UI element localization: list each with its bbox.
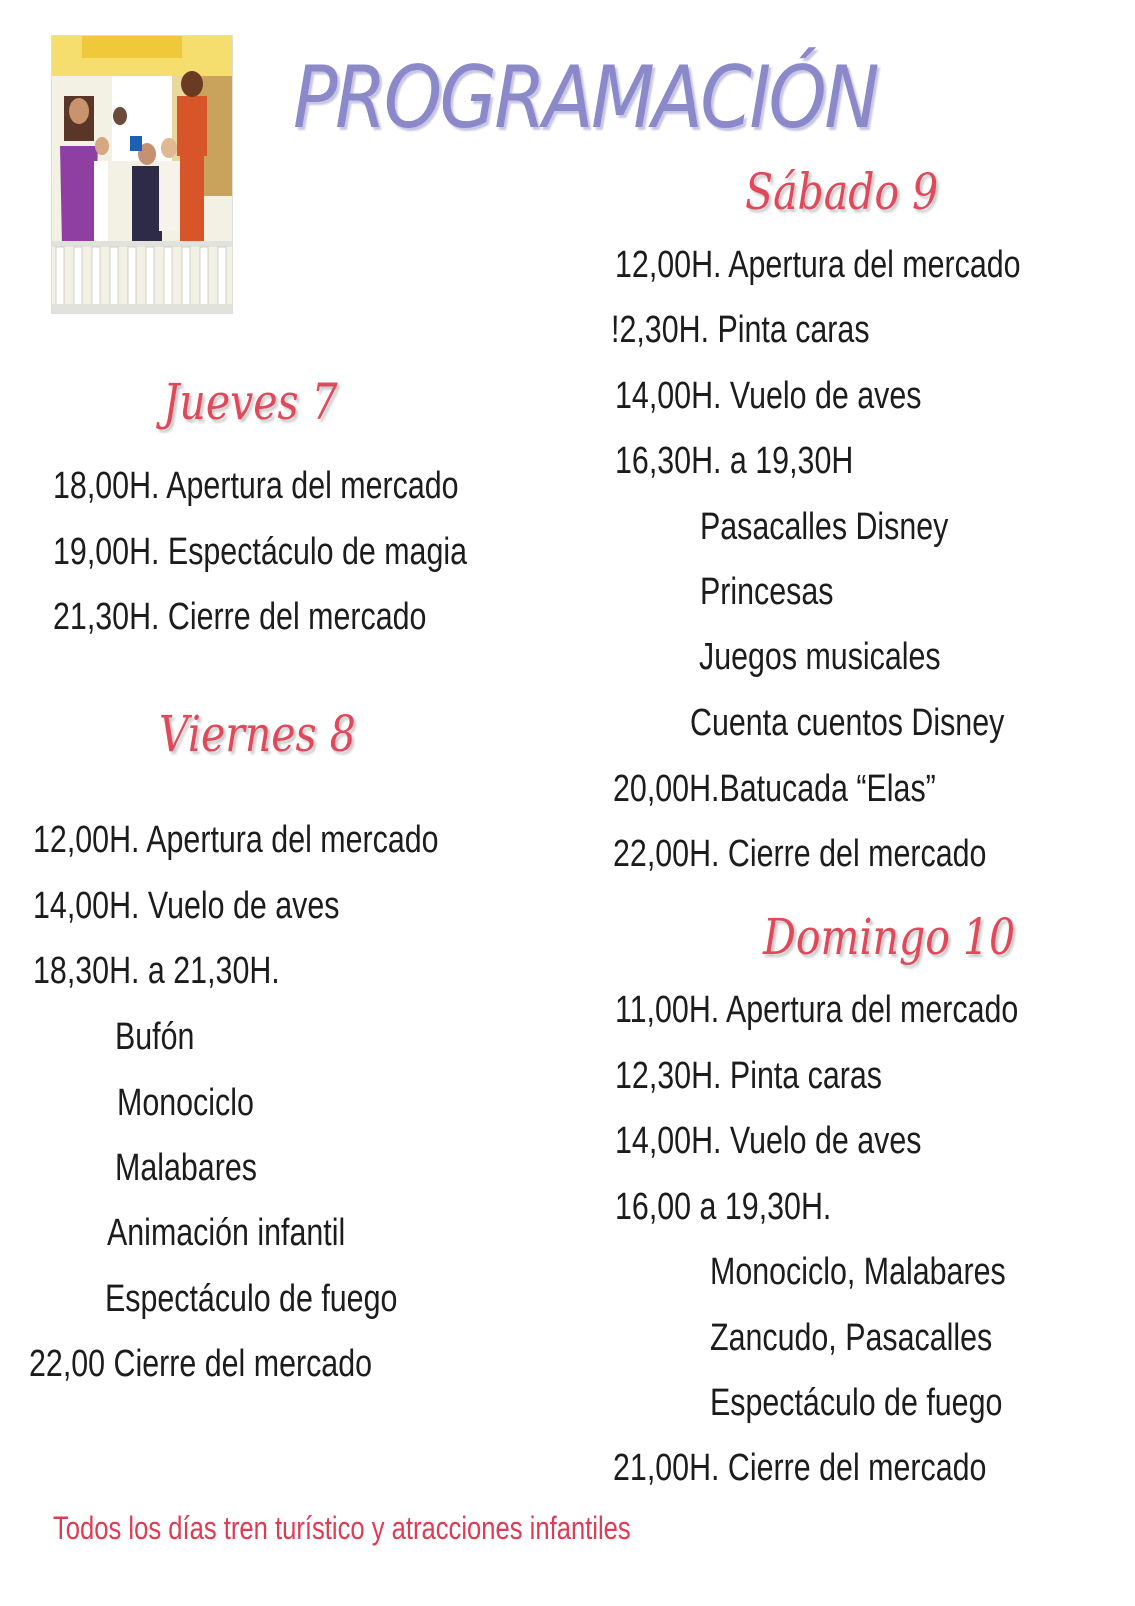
schedule-item: 16,30H. a 19,30H xyxy=(615,440,854,482)
schedule-item: 14,00H. Vuelo de aves xyxy=(615,375,922,417)
day-heading-sabado: Sábado 9 xyxy=(745,163,939,221)
schedule-item: 12,00H. Apertura del mercado xyxy=(615,244,1021,286)
schedule-item: 18,00H. Apertura del mercado xyxy=(53,465,459,507)
schedule-item: 21,00H. Cierre del mercado xyxy=(613,1447,987,1489)
schedule-item: Bufón xyxy=(115,1016,195,1058)
costumed-characters-balcony-photo-icon xyxy=(52,36,232,313)
schedule-item: Monociclo xyxy=(117,1082,254,1124)
schedule-item: Cuenta cuentos Disney xyxy=(690,702,1005,744)
costumed-characters-photo xyxy=(51,35,233,314)
schedule-item: Espectáculo de fuego xyxy=(105,1278,398,1320)
schedule-item: Princesas xyxy=(700,571,834,613)
page-title: PROGRAMACIÓN xyxy=(293,48,877,148)
schedule-item: 21,30H. Cierre del mercado xyxy=(53,596,427,638)
schedule-item: 22,00H. Cierre del mercado xyxy=(613,833,987,875)
day-heading-viernes: Viernes 8 xyxy=(159,705,356,763)
schedule-item: 12,00H. Apertura del mercado xyxy=(33,819,439,861)
schedule-item: Malabares xyxy=(115,1147,257,1189)
schedule-item: !2,30H. Pinta caras xyxy=(611,309,870,351)
schedule-item: Monociclo, Malabares xyxy=(710,1251,1006,1293)
day-heading-domingo: Domingo 10 xyxy=(763,908,1016,966)
schedule-item: 20,00H.Batucada “Elas” xyxy=(613,768,936,810)
schedule-item: 11,00H. Apertura del mercado xyxy=(615,989,1019,1031)
schedule-item: Espectáculo de fuego xyxy=(710,1382,1003,1424)
schedule-item: 14,00H. Vuelo de aves xyxy=(33,885,340,927)
schedule-item: 16,00 a 19,30H. xyxy=(615,1186,832,1228)
schedule-item: Pasacalles Disney xyxy=(700,506,949,548)
schedule-item: 22,00 Cierre del mercado xyxy=(29,1343,373,1385)
footer-note: Todos los días tren turístico y atracciones infantiles xyxy=(53,1510,631,1546)
schedule-item: 18,30H. a 21,30H. xyxy=(33,950,280,992)
schedule-item: Animación infantil xyxy=(107,1212,346,1254)
schedule-item: 12,30H. Pinta caras xyxy=(615,1055,882,1097)
schedule-item: Zancudo, Pasacalles xyxy=(710,1317,993,1359)
schedule-item: 14,00H. Vuelo de aves xyxy=(615,1120,922,1162)
schedule-item: Juegos musicales xyxy=(699,636,941,678)
schedule-item: 19,00H. Espectáculo de magia xyxy=(53,531,468,573)
day-heading-jueves: Jueves 7 xyxy=(163,373,338,431)
